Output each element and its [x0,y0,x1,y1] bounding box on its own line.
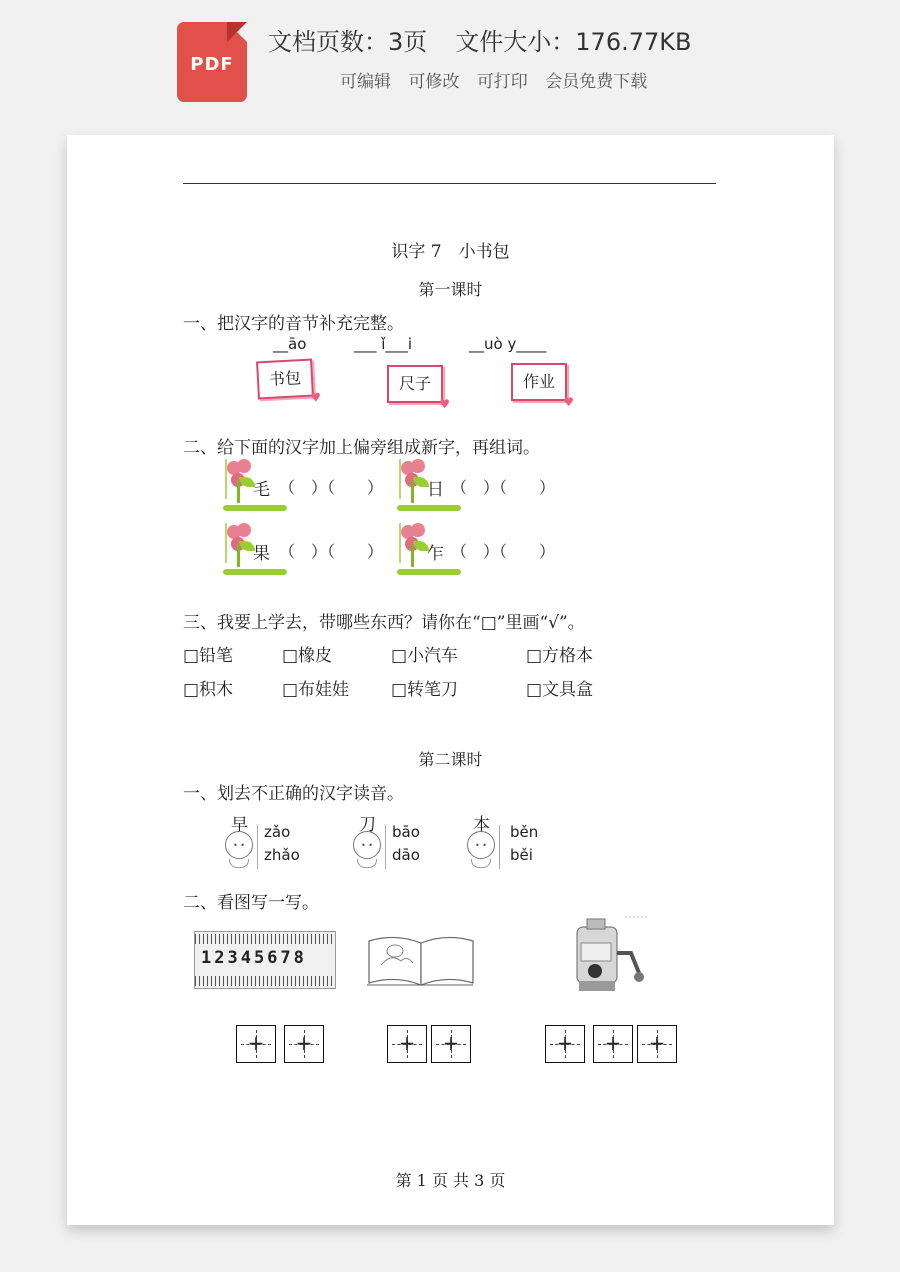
page-count: 文档页数：3页 [268,28,428,56]
writing-grid[interactable] [431,1025,471,1063]
answer-blank: （ ）（ ） [451,542,556,561]
question-4: 一、划去不正确的汉字读音。 [183,784,404,804]
heart-icon: ♥ [439,397,450,411]
checkbox-item[interactable]: □橡皮 [282,646,333,666]
checkbox-item[interactable]: □布娃娃 [282,680,350,700]
hedgehog-icon: • • [463,821,497,871]
grid-mark: + [398,1031,416,1055]
target-char: 本 [473,815,490,835]
pinyin-blank-3: __uò y____ [469,335,547,353]
word-card [387,365,450,411]
pinyin-blank-2: ___ ǐ___i [354,335,413,353]
writing-grid[interactable] [387,1025,427,1063]
word-card [511,363,574,409]
word-card-text: 尺子 [398,374,431,393]
file-info [268,22,691,57]
checkbox-item[interactable]: □转笔刀 [391,680,459,700]
pdf-label: PDF [190,54,234,75]
checkbox-item[interactable]: □铅笔 [183,646,234,666]
grid-mark: + [604,1031,622,1055]
question-5: 二、看图写一写。 [183,893,319,913]
flower-icon [223,523,287,575]
pinyin-blank-1: __āo [273,335,307,353]
writing-grid[interactable] [593,1025,633,1063]
checkbox-item[interactable]: □文具盒 [526,680,594,700]
feature-list [340,67,659,92]
heart-icon: ♥ [563,395,574,409]
pinyin-option[interactable]: zhǎo [264,846,300,864]
document-page [67,135,834,1225]
hedgehog-icon: • • [221,821,255,871]
checkbox-item[interactable]: □积木 [183,680,234,700]
question-1: 一、把汉字的音节补充完整。 [183,314,404,334]
feature-free-download: 会员免费下载 [545,72,648,92]
pinyin-option[interactable]: dāo [392,846,420,864]
question-3: 三、我要上学去，带哪些东西？请你在“□”里画“√”。 [183,613,585,633]
writing-grid[interactable] [236,1025,276,1063]
hedgehog-icon: • • [349,821,383,871]
answer-blank: （ ）（ ） [279,478,384,497]
grid-mark: + [442,1031,460,1055]
target-char: 刀 [359,815,376,835]
answer-blank: （ ）（ ） [451,478,556,497]
word-card-text: 书包 [268,368,302,389]
flower-icon [223,459,287,511]
lesson-1-heading: 第一课时 [418,280,483,299]
grid-mark: + [295,1031,313,1055]
checkbox-item[interactable]: □方格本 [526,646,594,666]
pdf-file-icon [177,22,247,102]
grid-mark: + [648,1031,666,1055]
writing-grid[interactable] [637,1025,677,1063]
answer-blank: （ ）（ ） [279,542,384,561]
target-char: 早 [231,815,248,835]
word-card [256,359,322,405]
heart-icon: ♥ [309,390,322,405]
pencil-sharpener-picture [569,913,649,995]
writing-grid[interactable] [284,1025,324,1063]
question-2: 二、给下面的汉字加上偏旁组成新字，再组词。 [183,438,540,458]
base-char: 日 [427,480,444,500]
base-char: 毛 [253,480,270,500]
ruler-picture [194,931,336,989]
grid-mark: + [556,1031,574,1055]
base-char: 果 [253,544,270,564]
pinyin-option[interactable]: bāo [392,823,420,841]
grid-mark: + [247,1031,265,1055]
doc-title: 识字 7 小书包 [391,242,510,262]
writing-grid[interactable] [545,1025,585,1063]
pinyin-option[interactable]: běi [510,846,533,864]
feature-modifiable: 可修改 [408,72,460,92]
open-book-picture [365,931,477,989]
base-char: 乍 [427,544,444,564]
lesson-2-heading: 第二课时 [418,750,483,769]
checkbox-item[interactable]: □小汽车 [391,646,459,666]
feature-printable: 可打印 [476,72,528,92]
pinyin-option[interactable]: zǎo [264,823,291,841]
header-rule [183,183,716,184]
pinyin-option[interactable]: běn [510,823,539,841]
ruler-digits: 12345678 [201,948,307,968]
file-size: 文件大小：176.77KB [455,28,692,56]
feature-editable: 可编辑 [340,72,391,92]
word-card-text: 作业 [522,372,555,391]
page-footer: 第 1 页 共 3 页 [395,1171,506,1190]
